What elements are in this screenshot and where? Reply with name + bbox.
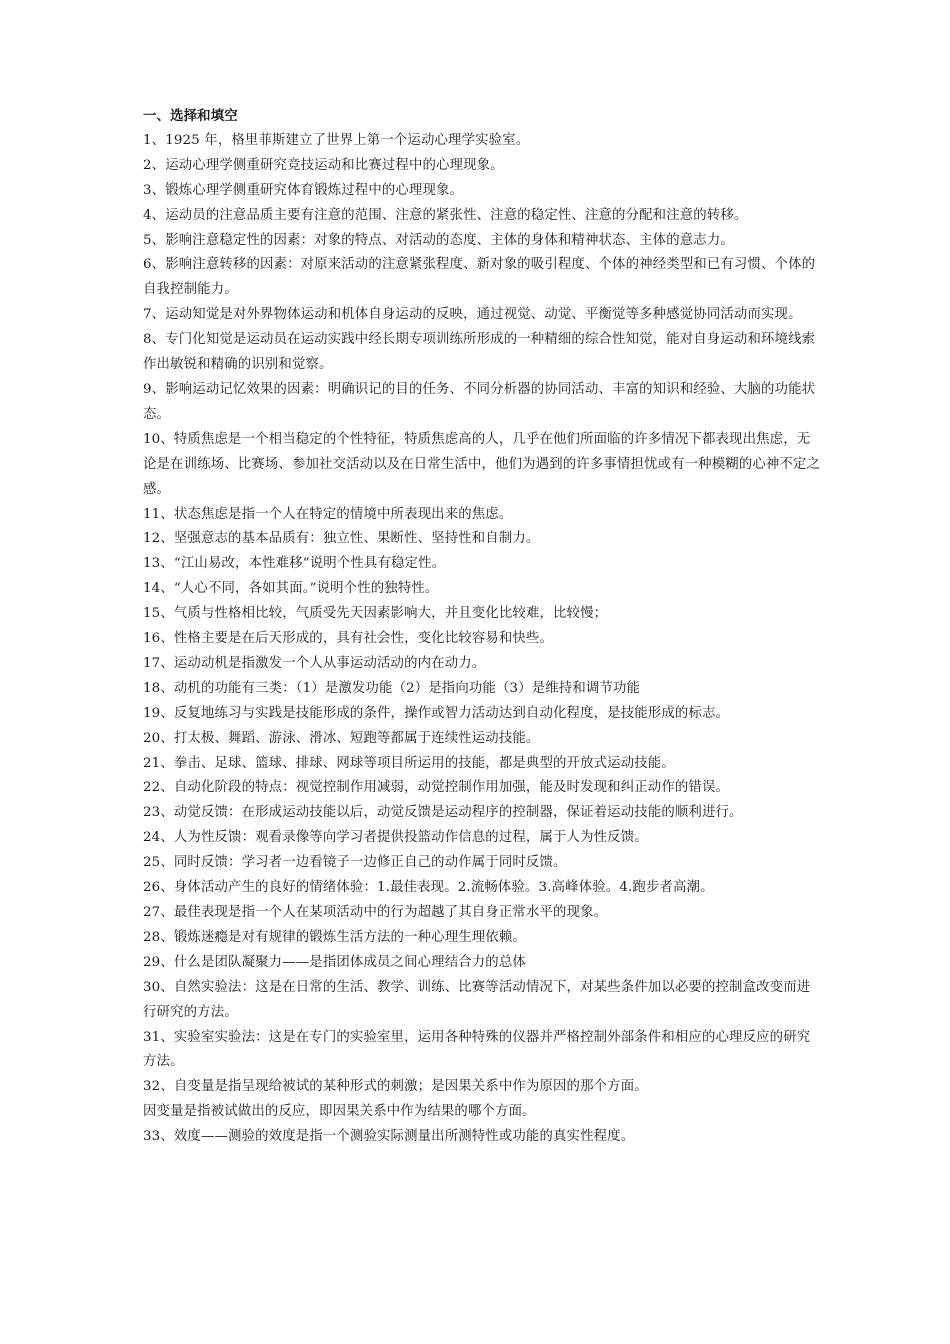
document-page bbox=[143, 104, 823, 1150]
list-item: 19、反复地练习与实践是技能形成的条件，操作或智力活动达到自动化程度，是技能形成的标志。 bbox=[143, 705, 730, 721]
list-item: 26、身体活动产生的良好的情绪体验：1.最佳表现。2.流畅体验。3.高峰体验。4.跑步者高潮。 bbox=[143, 880, 714, 896]
list-item: 31、实验室实验法：这是在专门的实验室里，运用各种特殊的仪器并严格控制外部条件和相应的心理反应的研究方法。 bbox=[143, 1029, 811, 1070]
list-item: 24、人为性反馈：观看录像等向学习者提供投篮动作信息的过程，属于人为性反馈。 bbox=[143, 830, 648, 846]
list-item: 3、锻炼心理学侧重研究体育锻炼过程中的心理现象。 bbox=[143, 182, 464, 198]
list-item: 28、锻炼迷瘾是对有规律的锻炼生活方法的一种心理生理依赖。 bbox=[143, 929, 526, 945]
list-item: 30、自然实验法：这是在日常的生活、教学、训练、比赛等活动情况下，对某些条件加以必要的控制盒改变而进行研究的方法。 bbox=[143, 979, 811, 1020]
list-item: 2、运动心理学侧重研究竞技运动和比赛过程中的心理现象。 bbox=[143, 157, 504, 173]
list-item: 20、打太极、舞蹈、游泳、滑冰、短跑等都属于连续性运动技能。 bbox=[143, 730, 540, 746]
list-item: 10、特质焦虑是一个相当稳定的个性特征，特质焦虑高的人，几乎在他们所面临的许多情况下都表现出焦虑，无论是在训练场、比赛场、参加社交活动以及在日常生活中，他们为遇到的许多事情担忧或有一种模糊的心神不定之感。 bbox=[143, 431, 821, 497]
section-heading: 一、选择和填空 bbox=[143, 108, 238, 124]
list-item: 18、动机的功能有三类：（1）是激发功能（2）是指向功能（3）是维持和调节功能 bbox=[143, 680, 641, 696]
list-item: 5、影响注意稳定性的因素：对象的特点、对活动的态度、主体的身体和精神状态、主体的意志力。 bbox=[143, 232, 734, 248]
list-item: 27、最佳表现是指一个人在某项活动中的行为超越了其自身正常水平的现象。 bbox=[143, 905, 608, 920]
list-item: 17、运动动机是指激发一个人从事运动活动的内在动力。 bbox=[143, 655, 486, 671]
list-item: 1、1925 年，格里菲斯建立了世界上第一个运动心理学实验室。 bbox=[143, 132, 530, 148]
list-item: 11、状态焦虑是指一个人在特定的情境中所表现出来的焦虑。 bbox=[143, 506, 513, 522]
list-item: 16、性格主要是在后天形成的，具有社会性，变化比较容易和快些。 bbox=[143, 631, 554, 647]
list-item: 25、同时反馈：学习者一边看镜子一边修正自己的动作属于同时反馈。 bbox=[143, 855, 567, 871]
list-item: 21、拳击、足球、篮球、排球、网球等项目所运用的技能，都是典型的开放式运动技能。 bbox=[143, 755, 675, 771]
list-item: 15、气质与性格相比较，气质受先天因素影响大，并且变化比较难，比较慢； bbox=[143, 606, 608, 622]
list-item: 14、“人心不同，各如其面。”说明个性的独特性。 bbox=[143, 581, 439, 597]
list-item: 因变量是指被试做出的反应，即因果关系中作为结果的哪个方面。 bbox=[143, 1104, 536, 1120]
list-item: 12、坚强意志的基本品质有：独立性、果断性、坚持性和自制力。 bbox=[143, 531, 540, 547]
list-item: 9、影响运动记忆效果的因素：明确识记的目的任务、不同分析器的协同活动、丰富的知识和经验、大脑的功能状态。 bbox=[143, 381, 816, 422]
list-item: 7、运动知觉是对外界物体运动和机体自身运动的反映，通过视觉、动觉、平衡觉等多种感觉协同活动而实现。 bbox=[143, 307, 802, 323]
list-item: 22、自动化阶段的特点：视觉控制作用减弱，动觉控制作用加强，能及时发现和纠正动作的错误。 bbox=[143, 780, 730, 796]
list-item: 29、什么是团队凝聚力——是指团体成员之间心理结合力的总体 bbox=[143, 954, 526, 970]
list-item: 23、动觉反馈：在形成运动技能以后，动觉反馈是运动程序的控制器，保证着运动技能的顺利进行。 bbox=[143, 805, 743, 821]
list-item: 33、效度——测验的效度是指一个测验实际测量出所测特性或功能的真实性程度。 bbox=[143, 1129, 635, 1145]
list-item: 13、“江山易改，本性难移”说明个性具有稳定性。 bbox=[143, 556, 446, 572]
list-item: 8、专门化知觉是运动员在运动实践中经长期专项训练所形成的一种精细的综合性知觉，能对自身运动和环境线索作出敏锐和精确的识别和觉察。 bbox=[143, 332, 816, 373]
list-item: 4、运动员的注意品质主要有注意的范围、注意的紧张性、注意的稳定性、注意的分配和注意的转移。 bbox=[143, 207, 748, 223]
list-item: 32、自变量是指呈现给被试的某种形式的刺激；是因果关系中作为原因的那个方面。 bbox=[143, 1079, 648, 1095]
list-item: 6、影响注意转移的因素：对原来活动的注意紧张程度、新对象的吸引程度、个体的神经类型和已有习惯、个体的自我控制能力。 bbox=[143, 257, 816, 298]
